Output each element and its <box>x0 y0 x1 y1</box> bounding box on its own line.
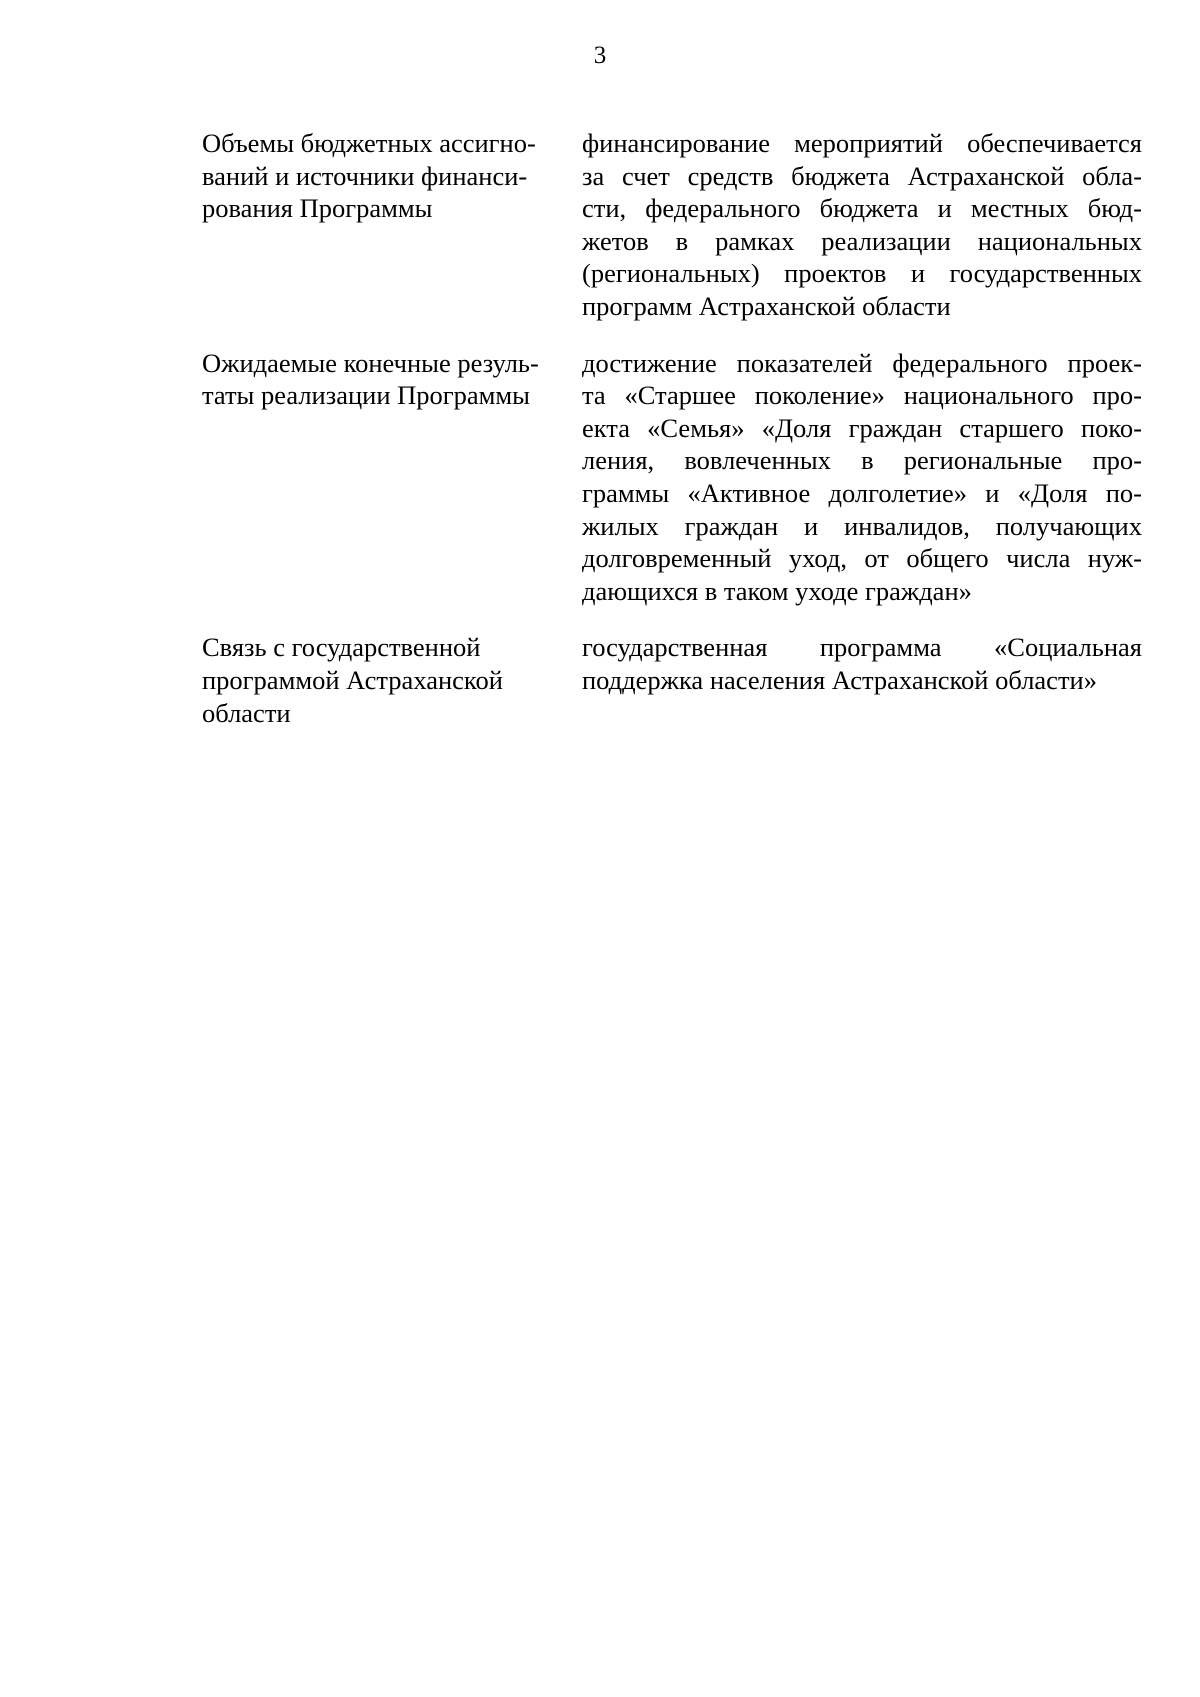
value-line: поддержка населения Астраханской области» <box>582 664 1097 695</box>
value-line: граммы «Активное долголетие» и «Доля по- <box>582 477 1142 508</box>
label-line: ваний и источники финанси- <box>202 160 528 191</box>
value-line: финансирование мероприятий обеспечивается <box>582 128 1142 158</box>
passport-row-state-program-link <box>202 631 1142 729</box>
label-line: области <box>202 697 291 728</box>
passport-row-label <box>202 631 567 729</box>
passport-row-funding <box>202 127 1142 323</box>
value-line: достижение показателей федерального проек- <box>582 347 1142 378</box>
passport-row-value <box>582 631 1142 729</box>
passport-row-value <box>582 347 1142 608</box>
value-line: ления, вовлеченных в региональные про- <box>582 445 1142 476</box>
value-line: екта «Семья» «Доля граждан старшего поко- <box>582 412 1142 443</box>
passport-row-value <box>582 127 1142 323</box>
value-line: программ Астраханской области <box>582 290 951 321</box>
passport-row-label <box>202 127 567 323</box>
value-line: жетов в рамках реализации национальных <box>582 225 1142 256</box>
value-line: за счет средств бюджета Астраханской обла- <box>582 160 1142 191</box>
label-line: рования Программы <box>202 193 433 224</box>
value-line: сти, федерального бюджета и местных бюд- <box>582 193 1142 224</box>
label-line: таты реализации Программы <box>202 380 530 411</box>
value-line: долговременный уход, от общего числа нуж- <box>582 543 1142 574</box>
label-line: Объемы бюджетных ассигно- <box>202 128 536 158</box>
value-line: (региональных) проектов и государственных <box>582 258 1142 289</box>
value-line: жилых граждан и инвалидов, получающих <box>582 510 1142 541</box>
passport-row-expected-results <box>202 347 1142 608</box>
value-line: дающихся в таком уходе граждан» <box>582 575 972 606</box>
page-number: 3 <box>593 42 607 69</box>
program-passport-table <box>202 127 1142 753</box>
label-line: программой Астраханской <box>202 664 503 695</box>
value-line: та «Старшее поколение» национального про- <box>582 380 1142 411</box>
value-line: государственная программа «Социальная <box>582 632 1142 663</box>
label-line: Связь с государственной <box>202 632 481 663</box>
label-line: Ожидаемые конечные резуль- <box>202 347 539 378</box>
passport-row-label <box>202 347 567 608</box>
